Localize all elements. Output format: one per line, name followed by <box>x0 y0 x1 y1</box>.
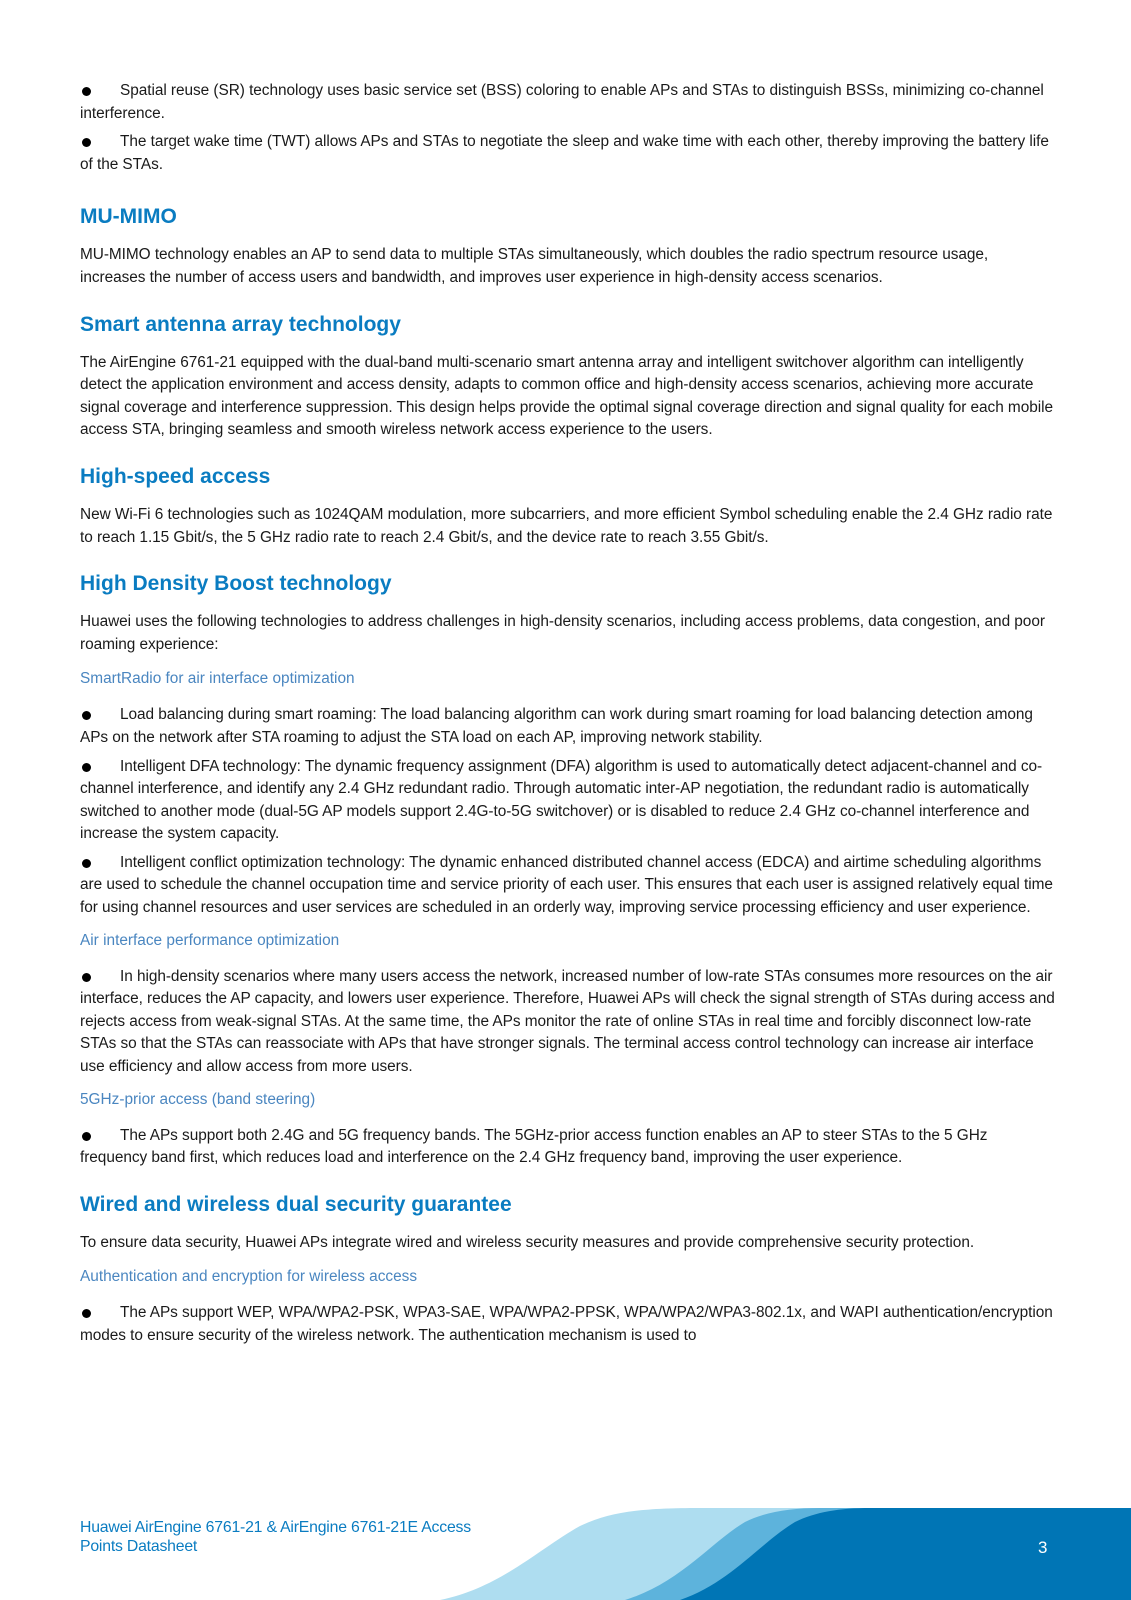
bullet-item: Intelligent DFA technology: The dynamic frequency assignment (DFA) algorithm is used to automatically detect adjacent-channel and co-channel interference, and identify any 2.4 GHz redundant radio. Through automatic inter-AP negotiation, the redundant radio is automatically switched to another mode (dual-5G AP models support 2.4G-to-5G switchover) or is disabled to reduce 2.4 GHz co-channel interference and increase the system capacity. <box>80 757 1043 843</box>
section-heading-smart-antenna: Smart antenna array technology <box>80 312 401 336</box>
section-heading-mu-mimo: MU-MIMO <box>80 205 177 229</box>
bullet-dot-icon <box>82 763 91 772</box>
bullet-item: The APs support WEP, WPA/WPA2-PSK, WPA3-SAE, WPA/WPA2-PPSK, WPA/WPA2/WPA3-802.1x, and WAPI authentication/encryption modes to ensure security of the wireless network. The authentication mechanism is used to <box>80 1304 1053 1344</box>
section-heading-security: Wired and wireless dual security guarantee <box>80 1192 512 1216</box>
bullet-item: The target wake time (TWT) allows APs and STAs to negotiate the sleep and wake time with each other, thereby improving the battery life of the STAs. <box>80 133 1049 173</box>
section-intro-high-density: Huawei uses the following technologies to address challenges in high-density scenarios, including access problems, data congestion, and poor roaming experience: <box>80 613 1045 653</box>
bullet-item: The APs support both 2.4G and 5G frequency bands. The 5GHz-prior access function enables an AP to steer STAs to the 5 GHz frequency band first, which reduces load and interference on the 2.4 GHz frequency band, improving the user experience. <box>80 1126 988 1167</box>
section-heading-high-speed: High-speed access <box>80 464 271 488</box>
bullet-dot-icon <box>82 87 91 96</box>
bullet-item: Intelligent conflict optimization technology: The dynamic enhanced distributed channel access (EDCA) and airtime scheduling algorithms are used to schedule the channel occupation time and service priority of each user. This ensures that each user is assigned relatively equal time for using channel resources and user services are scheduled in an orderly way, improving service processing efficiency and user experience. <box>80 853 1053 917</box>
section-body-high-speed: New Wi-Fi 6 technologies such as 1024QAM modulation, more subcarriers, and more efficient Symbol scheduling enable the 2.4 GHz radio rate to reach 1.15 Gbit/s, the 5 GHz radio rate to reach 2.4 Gbit/s, and the device rate to reach 3.55 Gbit/s. <box>80 505 1053 546</box>
section-body-smart-antenna: The AirEngine 6761-21 equipped with the dual-band multi-scenario smart antenna array and intelligent switchover algorithm can intelligently detect the application environment and access density, adapts to common office and high-density access scenarios, achieving more accurate signal coverage and interference suppression. This design helps provide the optimal signal coverage direction and signal quality for each mobile access STA, bringing seamless and smooth wireless network access experience to the users. <box>80 353 1053 439</box>
subheading-smartradio: SmartRadio for air interface optimization <box>80 670 355 688</box>
subheading-air-interface: Air interface performance optimization <box>80 931 340 949</box>
bullet-dot-icon <box>82 973 91 982</box>
bullet-item: In high-density scenarios where many users access the network, increased number of low-rate STAs consumes more resources on the air interface, reduces the AP capacity, and lowers user experience. Therefore, Huawei APs will check the signal strength of STAs during access and rejects access from weak-signal STAs. At the same time, the APs monitor the rate of online STAs in real time and forcibly disconnect low-rate STAs so that the STAs can reassociate with APs that have stronger signals. The terminal access control technology can increase air interface use efficiency and allow access from more users. <box>80 967 1055 1076</box>
bullet-item: Load balancing during smart roaming: The load balancing algorithm can work during smart roaming for load balancing detection among APs on the network after STA roaming to adjust the STA load on each AP, improving network stability. <box>80 706 1033 746</box>
document-page <box>80 80 1055 1354</box>
section-heading-high-density: High Density Boost technology <box>80 572 392 596</box>
section-intro-security: To ensure data security, Huawei APs integrate wired and wireless security measures and provide comprehensive security protection. <box>80 1233 975 1251</box>
page-number: 3 <box>1038 1538 1048 1557</box>
subheading-band-steering: 5GHz-prior access (band steering) <box>80 1090 316 1108</box>
bullet-dot-icon <box>82 138 91 147</box>
bullet-dot-icon <box>82 1309 91 1318</box>
bullet-dot-icon <box>82 1132 91 1141</box>
footer-document-title: Huawei AirEngine 6761-21 & AirEngine 6761-21E Access Points Datasheet <box>80 1519 471 1555</box>
section-body-mu-mimo: MU-MIMO technology enables an AP to send data to multiple STAs simultaneously, which doubles the radio spectrum resource usage, increases the number of access users and bandwidth, and improves user experience in high-density access scenarios. <box>80 246 989 286</box>
bullet-item: Spatial reuse (SR) technology uses basic service set (BSS) coloring to enable APs and STAs to distinguish BSSs, minimizing co-channel interference. <box>80 82 1044 122</box>
page-footer <box>0 1508 1131 1600</box>
bullet-dot-icon <box>82 859 91 868</box>
subheading-auth: Authentication and encryption for wireless access <box>80 1268 418 1286</box>
bullet-dot-icon <box>82 711 91 720</box>
